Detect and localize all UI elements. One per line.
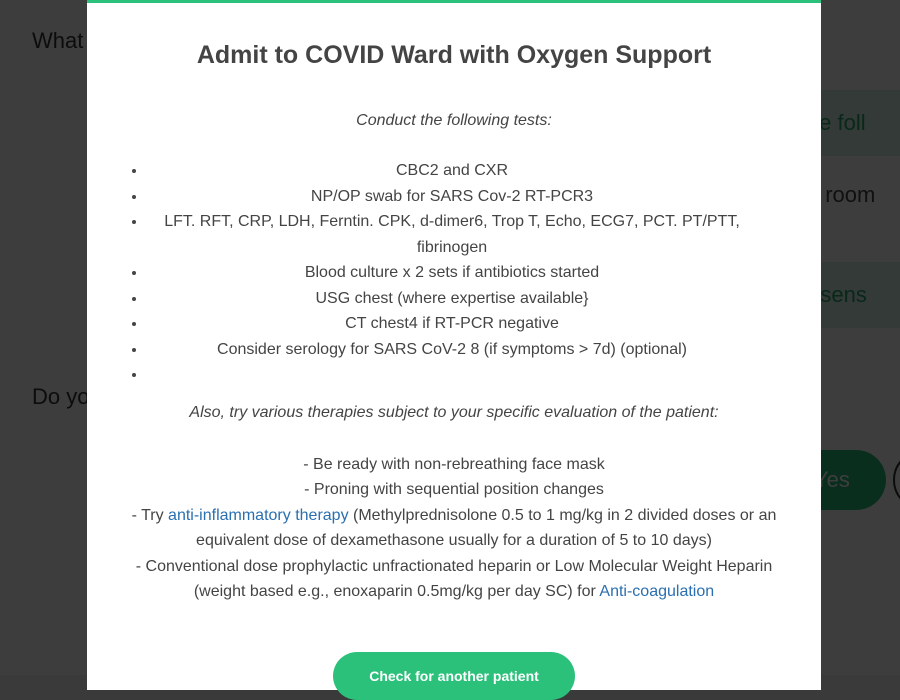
- test-item: • CBC2 and CXR: [147, 158, 757, 184]
- anti-coagulation-link[interactable]: Anti-coagulation: [599, 583, 715, 600]
- therapy-text: - Conventional dose prophylactic unfractionated heparin or Low Molecular Weight Heparin (weight based e.g., enoxaparin 0.5mg/kg per day SC) for: [135, 557, 773, 600]
- test-item: • LFT. RFT, CRP, LDH, Ferntin. CPK, d-dimer6, Trop T, Echo, ECG7, PCT. PT/PTT, fibrinogen: [147, 209, 757, 260]
- therapies-list: [124, 452, 784, 605]
- check-another-patient-button[interactable]: Check for another patient: [333, 652, 575, 700]
- therapy-text: - Try: [131, 506, 169, 524]
- test-item: • NP/OP swab for SARS Cov-2 RT-PCR3: [147, 184, 757, 210]
- test-item: • Blood culture x 2 sets if antibiotics started: [147, 260, 757, 286]
- anti-inflammatory-therapy-link[interactable]: anti-inflammatory therapy: [168, 506, 349, 524]
- tests-intro: Conduct the following tests:: [356, 112, 552, 129]
- test-item: • Consider serology for SARS CoV-2 8 (if symptoms > 7d) (optional): [147, 337, 757, 363]
- test-item-empty: [147, 362, 757, 388]
- therapy-line: [124, 503, 784, 554]
- therapy-line: - Be ready with non-rebreathing face mask: [303, 455, 605, 473]
- therapy-line: - Proning with sequential position changes: [304, 481, 604, 498]
- therapies-intro: Also, try various therapies subject to your specific evaluation of the patient:: [189, 403, 719, 421]
- tests-list: [87, 158, 757, 388]
- modal-title: Admit to COVID Ward with Oxygen Support: [196, 41, 712, 69]
- test-item: • USG chest (where expertise available}: [147, 286, 757, 312]
- therapy-text: (Methylprednisolone 0.5 to 1 mg/kg in 2 divided doses or an equivalent dose of dexamethasone usually for a duration of 5 to 10 days): [196, 506, 777, 549]
- test-item: • CT chest4 if RT-PCR negative: [147, 311, 757, 337]
- therapy-line: [124, 554, 784, 605]
- recommendation-modal: [87, 0, 821, 690]
